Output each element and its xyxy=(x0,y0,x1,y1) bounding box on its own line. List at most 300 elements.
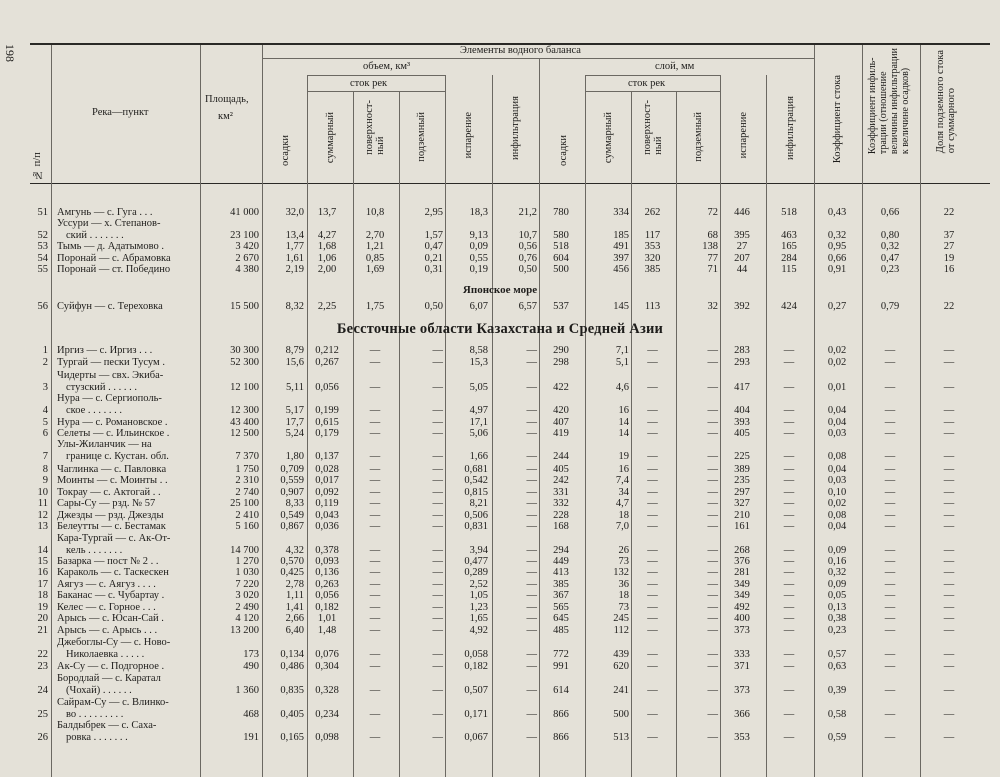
cell-l_t: 513 xyxy=(613,732,629,743)
cell-v_i: — xyxy=(526,613,537,624)
cell-l_i: — xyxy=(783,545,795,556)
cell-ki: — xyxy=(884,732,896,743)
river-point-continuation: ский . . . . . . . xyxy=(66,230,124,241)
cell-k: 0,02 xyxy=(827,498,847,509)
cell-v_i: — xyxy=(526,417,537,428)
cell-area: 7 370 xyxy=(235,451,259,462)
cell-l_s: — xyxy=(647,613,658,624)
cell-v_p: 8,79 xyxy=(285,345,304,356)
cell-ki: — xyxy=(884,613,896,624)
cell-k: 0,09 xyxy=(827,545,847,556)
cell-d: 16 xyxy=(943,264,955,275)
cell-v_i: — xyxy=(526,382,537,393)
river-point-cell: Келес — с. Горное . . . xyxy=(57,602,156,613)
cell-area: 52 300 xyxy=(230,357,259,368)
cell-no: 20 xyxy=(37,613,48,624)
cell-ki: — xyxy=(884,567,896,578)
cell-l_e: 333 xyxy=(734,649,750,660)
cell-d: — xyxy=(943,649,955,660)
cell-l_p: 242 xyxy=(553,475,569,486)
river-point-cell: Сары-Су — рзд. № 57 xyxy=(57,498,156,509)
cell-no: 7 xyxy=(42,451,48,462)
cell-no: 15 xyxy=(37,556,48,567)
table-row xyxy=(0,393,1000,417)
cell-v_p: 0,486 xyxy=(280,661,304,672)
cell-v_t: 0,028 xyxy=(315,464,339,475)
cell-v_s: — xyxy=(369,545,381,556)
cell-v_u: — xyxy=(432,417,443,428)
river-point-cell: Иргиз — с. Иргиз . . . xyxy=(57,345,153,356)
cell-l_u: — xyxy=(707,345,718,356)
cell-v_s: — xyxy=(369,521,381,532)
header-line-volume xyxy=(307,75,445,76)
cell-v_e: 4,97 xyxy=(469,405,488,416)
table-row xyxy=(0,357,1000,369)
cell-l_s: — xyxy=(647,357,658,368)
cell-l_s: — xyxy=(647,498,658,509)
cell-v_u: — xyxy=(432,567,443,578)
cell-l_e: 349 xyxy=(734,579,750,590)
cell-v_p: 0,405 xyxy=(280,709,304,720)
cell-v_s: — xyxy=(369,556,381,567)
cell-v_s: — xyxy=(369,567,381,578)
cell-v_e: 0,55 xyxy=(469,253,488,264)
cell-k: 0,04 xyxy=(827,521,847,532)
cell-l_u: — xyxy=(707,567,718,578)
table-row xyxy=(0,637,1000,661)
cell-l_i: — xyxy=(783,498,795,509)
cell-k: 0,63 xyxy=(827,661,847,672)
cell-v_p: 1,41 xyxy=(285,602,304,613)
cell-l_i: — xyxy=(783,556,795,567)
cell-k: 0,04 xyxy=(827,417,847,428)
cell-l_p: 413 xyxy=(553,567,569,578)
cell-l_t: 112 xyxy=(613,625,629,636)
cell-d: — xyxy=(943,732,955,743)
cell-k: 0,02 xyxy=(827,345,847,356)
cell-v_s: — xyxy=(369,685,381,696)
cell-v_s: 2,70 xyxy=(365,230,385,241)
cell-v_u: — xyxy=(432,382,443,393)
cell-l_t: 245 xyxy=(613,613,629,624)
cell-l_e: 400 xyxy=(734,613,750,624)
cell-l_s: 117 xyxy=(644,230,661,241)
cell-d: — xyxy=(943,451,955,462)
cell-ki: 0,47 xyxy=(880,253,900,264)
cell-l_t: 73 xyxy=(618,602,629,613)
cell-l_e: 392 xyxy=(734,301,750,312)
cell-v_i: — xyxy=(526,590,537,601)
header-infil-vol: инфильтрация xyxy=(510,96,521,160)
cell-v_p: 0,835 xyxy=(280,685,304,696)
cell-d: — xyxy=(943,464,955,475)
cell-area: 2 670 xyxy=(235,253,259,264)
cell-area: 4 120 xyxy=(235,613,259,624)
cell-l_e: 27 xyxy=(736,241,748,252)
cell-l_t: 7,4 xyxy=(615,475,629,486)
cell-k: 0,32 xyxy=(827,230,847,241)
cell-l_s: — xyxy=(647,428,658,439)
cell-v_s: — xyxy=(369,464,381,475)
cell-l_u: — xyxy=(707,475,718,486)
cell-l_p: 537 xyxy=(553,301,569,312)
cell-l_s: 113 xyxy=(644,301,661,312)
cell-l_p: 518 xyxy=(553,241,569,252)
cell-v_p: 5,11 xyxy=(286,382,304,393)
river-point-cell: Чаглинка — с. Павловка xyxy=(57,464,167,475)
cell-no: 3 xyxy=(42,382,48,393)
cell-v_t: 1,48 xyxy=(317,625,337,636)
cell-k: 0,01 xyxy=(827,382,847,393)
cell-l_s: — xyxy=(647,625,658,636)
cell-area: 1 270 xyxy=(235,556,259,567)
cell-ki: — xyxy=(884,709,896,720)
cell-ki: 0,80 xyxy=(880,230,900,241)
cell-d: — xyxy=(943,579,955,590)
river-point-cell: Балдыбрек — с. Саха- xyxy=(57,720,157,731)
cell-l_i: 463 xyxy=(781,230,797,241)
cell-l_e: 417 xyxy=(734,382,750,393)
cell-d: 22 xyxy=(943,207,955,218)
river-point-cell: Поронай — ст. Победино xyxy=(57,264,171,275)
cell-l_e: 283 xyxy=(734,345,750,356)
cell-area: 173 xyxy=(243,649,259,660)
cell-d: — xyxy=(943,590,955,601)
cell-ki: — xyxy=(884,487,896,498)
river-point-continuation: ровка . . . . . . . xyxy=(66,732,128,743)
cell-l_t: 26 xyxy=(618,545,629,556)
cell-l_e: 366 xyxy=(734,709,750,720)
cell-l_p: 228 xyxy=(553,510,569,521)
cell-v_s: 0,85 xyxy=(365,253,385,264)
cell-v_s: — xyxy=(369,451,381,462)
cell-d: — xyxy=(943,625,955,636)
cell-area: 2 310 xyxy=(235,475,259,486)
river-point-continuation: во . . . . . . . . . xyxy=(66,709,124,720)
cell-l_t: 18 xyxy=(618,590,629,601)
cell-l_p: 991 xyxy=(553,661,569,672)
cell-v_i: — xyxy=(526,451,537,462)
cell-d: — xyxy=(943,556,955,567)
cell-l_u: — xyxy=(707,579,718,590)
cell-v_p: 0,425 xyxy=(280,567,304,578)
cell-ki: — xyxy=(884,357,896,368)
table-row xyxy=(0,498,1000,510)
cell-l_s: — xyxy=(647,649,658,660)
cell-l_u: — xyxy=(707,732,718,743)
cell-ki: — xyxy=(884,345,896,356)
cell-d: — xyxy=(943,510,955,521)
cell-l_i: — xyxy=(783,417,795,428)
table-row xyxy=(0,521,1000,533)
header-infil-layer: инфильтрация xyxy=(785,96,796,160)
cell-l_i: — xyxy=(783,661,795,672)
cell-v_e: 1,65 xyxy=(469,613,488,624)
cell-l_p: 168 xyxy=(553,521,569,532)
cell-v_i: 21,2 xyxy=(518,207,537,218)
cell-d: — xyxy=(943,428,955,439)
cell-l_p: 772 xyxy=(553,649,569,660)
cell-l_u: 72 xyxy=(707,207,718,218)
cell-v_i: 0,76 xyxy=(518,253,537,264)
cell-v_e: 5,05 xyxy=(469,382,488,393)
cell-v_i: — xyxy=(526,345,537,356)
cell-v_t: 1,06 xyxy=(317,253,337,264)
cell-d: — xyxy=(943,613,955,624)
cell-l_i: — xyxy=(783,357,795,368)
cell-l_e: 268 xyxy=(734,545,750,556)
cell-k: 0,57 xyxy=(827,649,847,660)
cell-l_e: 393 xyxy=(734,417,750,428)
cell-area: 30 300 xyxy=(230,345,259,356)
cell-l_t: 334 xyxy=(613,207,629,218)
cell-area: 468 xyxy=(243,709,259,720)
cell-v_t: 0,056 xyxy=(315,590,339,601)
cell-v_e: 0,09 xyxy=(469,241,488,252)
cell-v_u: — xyxy=(432,649,443,660)
river-point-cell: Тургай — пески Тусум . xyxy=(57,357,165,368)
river-point-cell: Нура — с. Сергиополь- xyxy=(57,393,162,404)
cell-area: 12 100 xyxy=(230,382,259,393)
cell-l_p: 298 xyxy=(553,357,569,368)
cell-area: 15 500 xyxy=(230,301,259,312)
cell-no: 4 xyxy=(42,405,48,416)
cell-v_e: 18,3 xyxy=(469,207,488,218)
cell-area: 12 500 xyxy=(230,428,259,439)
cell-l_p: 405 xyxy=(553,464,569,475)
cell-area: 7 220 xyxy=(235,579,259,590)
header-total-vol: суммарный xyxy=(325,112,336,164)
cell-v_p: 17,7 xyxy=(285,417,304,428)
header-line-runoff-layer xyxy=(585,91,720,92)
river-point-cell: Ак-Су — с. Подгорное . xyxy=(57,661,165,672)
cell-v_p: 0,549 xyxy=(280,510,304,521)
river-point-cell: Токрау — с. Актогай . . xyxy=(57,487,161,498)
cell-ki: — xyxy=(884,579,896,590)
cell-no: 52 xyxy=(37,230,48,241)
river-point-cell: Кара-Тургай — с. Ак-От- xyxy=(57,533,171,544)
header-number: № п/п xyxy=(32,152,43,180)
cell-l_p: 614 xyxy=(553,685,569,696)
cell-l_u: 71 xyxy=(707,264,718,275)
cell-l_s: — xyxy=(647,382,658,393)
cell-l_t: 36 xyxy=(618,579,629,590)
cell-v_s: — xyxy=(369,382,381,393)
cell-v_p: 13,4 xyxy=(285,230,304,241)
cell-v_e: 0,506 xyxy=(464,510,488,521)
cell-l_s: — xyxy=(647,661,658,672)
cell-v_p: 5,17 xyxy=(285,405,304,416)
cell-no: 18 xyxy=(37,590,48,601)
section-heading-kazakhstan: Бессточные области Казахстана и Средней Азии xyxy=(336,321,664,337)
cell-l_t: 7,1 xyxy=(615,345,629,356)
cell-ki: — xyxy=(884,625,896,636)
cell-no: 54 xyxy=(37,253,48,264)
cell-ki: — xyxy=(884,428,896,439)
cell-l_e: 297 xyxy=(734,487,750,498)
cell-l_p: 485 xyxy=(553,625,569,636)
river-point-cell: Улы-Жиланчик — на xyxy=(57,439,152,450)
cell-v_p: 2,19 xyxy=(285,264,304,275)
cell-v_i: — xyxy=(526,405,537,416)
cell-d: — xyxy=(943,405,955,416)
cell-v_u: — xyxy=(432,579,443,590)
cell-v_u: — xyxy=(432,732,443,743)
river-point-cell: Караколь — с. Таскескен xyxy=(57,567,169,578)
table-row xyxy=(0,301,1000,313)
cell-v_e: 0,19 xyxy=(469,264,488,275)
header-surface-vol: поверхност- ный xyxy=(364,100,386,155)
cell-ki: — xyxy=(884,545,896,556)
cell-l_t: 14 xyxy=(618,428,629,439)
table-row xyxy=(0,345,1000,357)
cell-v_s: — xyxy=(369,613,381,624)
cell-v_i: 6,57 xyxy=(518,301,537,312)
cell-v_s: 1,21 xyxy=(365,241,385,252)
cell-v_u: — xyxy=(432,451,443,462)
cell-v_p: 0,165 xyxy=(280,732,304,743)
cell-v_e: 0,058 xyxy=(464,649,488,660)
cell-v_u: — xyxy=(432,510,443,521)
cell-l_e: 207 xyxy=(734,253,750,264)
cell-l_p: 580 xyxy=(553,230,569,241)
cell-v_s: — xyxy=(369,709,381,720)
header-water-balance: Элементы водного баланса xyxy=(460,45,581,56)
cell-l_u: — xyxy=(707,661,718,672)
cell-k: 0,03 xyxy=(827,428,847,439)
cell-l_t: 16 xyxy=(618,464,629,475)
cell-no: 6 xyxy=(42,428,48,439)
cell-v_i: — xyxy=(526,685,537,696)
cell-l_t: 491 xyxy=(613,241,629,252)
cell-l_e: 327 xyxy=(734,498,750,509)
cell-v_t: 0,056 xyxy=(315,382,339,393)
cell-l_s: — xyxy=(647,709,658,720)
cell-d: — xyxy=(943,475,955,486)
cell-v_u: 2,95 xyxy=(424,207,443,218)
section-heading-japan-sea: Японское море xyxy=(462,284,538,296)
cell-l_e: 210 xyxy=(734,510,750,521)
cell-area: 41 000 xyxy=(230,207,259,218)
cell-v_t: 0,199 xyxy=(315,405,339,416)
cell-l_i: — xyxy=(783,602,795,613)
cell-l_e: 349 xyxy=(734,590,750,601)
cell-k: 0,23 xyxy=(827,625,847,636)
cell-v_u: — xyxy=(432,428,443,439)
cell-v_e: 0,831 xyxy=(464,521,488,532)
cell-l_u: — xyxy=(707,487,718,498)
cell-l_s: 320 xyxy=(644,253,661,264)
cell-l_u: — xyxy=(707,357,718,368)
cell-l_u: — xyxy=(707,417,718,428)
cell-l_p: 367 xyxy=(553,590,569,601)
cell-v_p: 8,33 xyxy=(285,498,304,509)
cell-no: 55 xyxy=(37,264,48,275)
cell-v_i: — xyxy=(526,464,537,475)
cell-l_p: 294 xyxy=(553,545,569,556)
cell-v_e: 0,507 xyxy=(464,685,488,696)
cell-k: 0,32 xyxy=(827,567,847,578)
header-bottom-rule xyxy=(30,183,990,184)
cell-l_e: 44 xyxy=(736,264,748,275)
cell-l_p: 385 xyxy=(553,579,569,590)
cell-l_i: — xyxy=(783,567,795,578)
cell-v_i: — xyxy=(526,521,537,532)
river-point-continuation: стузский . . . . . . xyxy=(66,382,138,393)
cell-l_p: 780 xyxy=(553,207,569,218)
cell-no: 19 xyxy=(37,602,48,613)
header-line-balance xyxy=(262,58,814,59)
cell-l_i: 424 xyxy=(781,301,797,312)
cell-no: 10 xyxy=(37,487,48,498)
cell-v_p: 2,66 xyxy=(285,613,304,624)
cell-ki: — xyxy=(884,590,896,601)
cell-k: 0,66 xyxy=(827,253,847,264)
cell-ki: — xyxy=(884,685,896,696)
cell-l_u: — xyxy=(707,649,718,660)
table-row xyxy=(0,661,1000,673)
cell-v_t: 0,263 xyxy=(315,579,339,590)
cell-v_s: — xyxy=(369,590,381,601)
cell-area: 1 750 xyxy=(235,464,259,475)
cell-l_s: — xyxy=(647,545,658,556)
cell-v_e: 5,06 xyxy=(469,428,488,439)
cell-v_t: 0,234 xyxy=(315,709,339,720)
cell-l_s: 353 xyxy=(644,241,661,252)
cell-area: 23 100 xyxy=(230,230,259,241)
cell-v_u: — xyxy=(432,464,443,475)
cell-v_e: 6,07 xyxy=(469,301,488,312)
cell-l_t: 145 xyxy=(613,301,629,312)
cell-l_e: 225 xyxy=(734,451,750,462)
cell-l_u: — xyxy=(707,556,718,567)
cell-v_i: — xyxy=(526,556,537,567)
cell-v_u: 0,47 xyxy=(424,241,443,252)
cell-v_e: 17,1 xyxy=(469,417,488,428)
cell-l_s: 262 xyxy=(644,207,661,218)
river-point-cell: Сайрам-Су — с. Влинко- xyxy=(57,697,169,708)
cell-v_s: 1,75 xyxy=(365,301,385,312)
cell-d: — xyxy=(943,417,955,428)
cell-l_t: 185 xyxy=(613,230,629,241)
header-runoff-vol: сток рек xyxy=(350,78,388,89)
cell-no: 51 xyxy=(37,207,48,218)
cell-l_t: 19 xyxy=(618,451,629,462)
cell-v_u: — xyxy=(432,498,443,509)
cell-v_t: 0,378 xyxy=(315,545,339,556)
cell-l_i: — xyxy=(783,510,795,521)
cell-v_e: 0,289 xyxy=(464,567,488,578)
cell-v_u: — xyxy=(432,487,443,498)
cell-v_p: 0,907 xyxy=(280,487,304,498)
cell-v_t: 0,043 xyxy=(315,510,339,521)
cell-v_s: — xyxy=(369,498,381,509)
cell-ki: — xyxy=(884,649,896,660)
cell-l_t: 4,7 xyxy=(615,498,629,509)
cell-v_i: — xyxy=(526,567,537,578)
cell-l_u: 138 xyxy=(702,241,718,252)
cell-l_s: — xyxy=(647,556,658,567)
cell-l_i: — xyxy=(783,579,795,590)
cell-ki: — xyxy=(884,602,896,613)
cell-v_u: 0,50 xyxy=(424,301,443,312)
cell-v_p: 0,570 xyxy=(280,556,304,567)
cell-l_p: 866 xyxy=(553,709,569,720)
header-evap-vol: испарение xyxy=(463,112,474,159)
cell-v_i: — xyxy=(526,661,537,672)
cell-l_e: 373 xyxy=(734,625,750,636)
cell-l_u: — xyxy=(707,545,718,556)
